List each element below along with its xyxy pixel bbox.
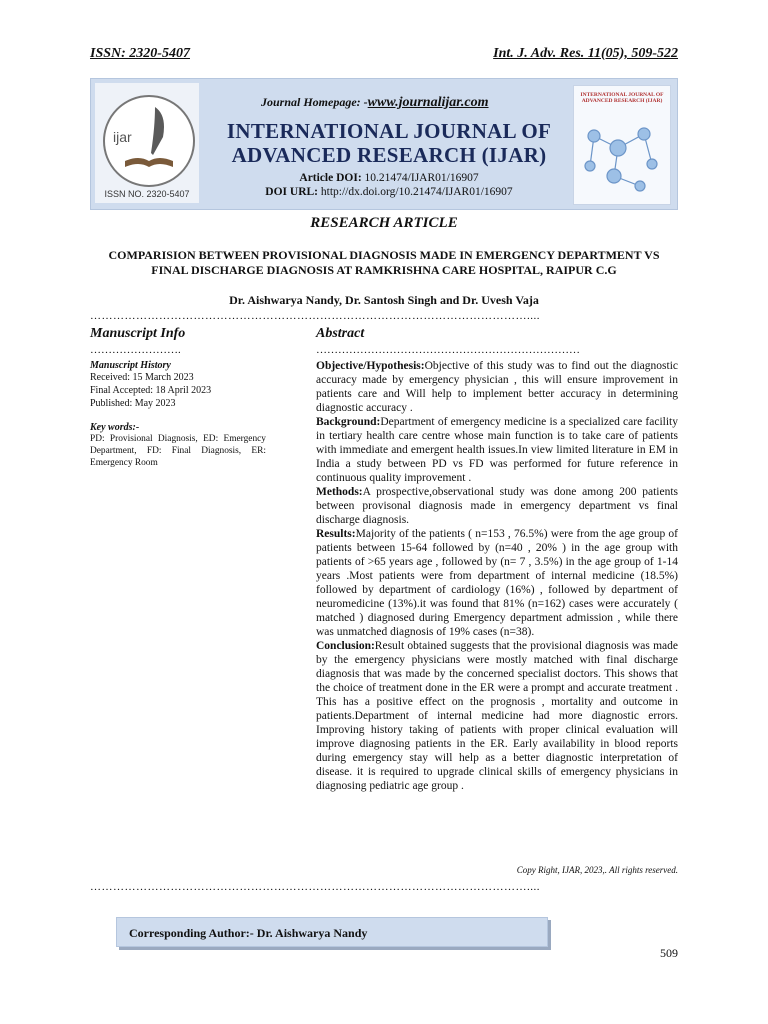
results-paragraph [316,527,678,639]
paper-title-line2: FINAL DISCHARGE DIAGNOSIS AT RAMKRISHNA CARE HOSPITAL, RAIPUR C.G [151,263,617,277]
doi-url-label: DOI URL: [265,186,319,198]
running-header [90,46,678,62]
cover-title: INTERNATIONAL JOURNAL OF ADVANCED RESEARCH (IJAR) [580,92,664,104]
abstract-heading: Abstract [316,326,365,341]
page-number: 509 [660,946,678,960]
logo-wordmark: ijar [113,129,132,145]
journal-banner [90,78,678,210]
abstract-dots: ……………………………………………………………… [316,344,580,356]
results-label: Results: [316,528,356,540]
objective-paragraph [316,359,678,415]
journal-logo [95,83,199,203]
copyright-notice: Copy Right, IJAR, 2023,. All rights reserved. [516,865,678,875]
manuscript-dots: ……………………. [90,344,181,356]
results-text: Majority of the patients ( n=153 , 76.5%) were from the age group of patients between 15-64 followed by (n=40 , 20% ) in the age group with patients of >65 years age , followed by (n= 7 , 3.5%) in the age group of 1-14 years .Most patients were from department of internal medicine (18.5%) followed by department of cardiology (16%) , followed by department of neuromedicine (13%).it was found that 81% (n=162) cases were accurately ( matched ) diagnosed during Emergency department admission , while there was unmatched diagnosis of 19% cases (n=38). [316,528,678,638]
objective-label: Objective/Hypothesis: [316,360,425,372]
homepage-label: Journal Homepage: - [261,95,368,109]
conclusion-label: Conclusion: [316,640,375,652]
received-date: Received: 15 March 2023 [90,372,194,383]
conclusion-paragraph [316,639,678,793]
objective-text: Objective of this study was to find out the diagnostic accuracy made by emergency physician , this will ensure improvement in patients care and Will help to implement better accuracy in determining diagnostic accuracy . [316,360,678,414]
author-list: Dr. Aishwarya Nandy, Dr. Santosh Singh and Dr. Uvesh Vaja [229,293,539,307]
homepage-link[interactable]: www.journalijar.com [367,95,489,110]
journal-cover [573,85,671,205]
abstract-body [316,359,678,793]
conclusion-text: Result obtained suggests that the provisional diagnosis was made by the emergency physicians were mostly matched with final discharge diagnosis that was made by the concerned specialist doctors. This shows that the choice of treatment done in the ER were a prompt and accurate treatment . This has a positive effect on the prognosis , mortality and outcome in patients.Department of internal medicine had more diagnostic errors. Improving history taking of patients with proper clinical evaluation will improve diagnosing patients in the ER. Early availability in blood reports during emergency stay will help as a better diagnostic interpretation of disease. it is required to upgrade clinical skills of emergency physicians in diagnosing pediatric age group . [316,640,678,792]
manuscript-heading: Manuscript Info [90,326,186,341]
paper-title [90,248,678,278]
accepted-date: Final Accepted: 18 April 2023 [90,385,212,396]
separator-top: …………………………………………………………………………………………………….... [90,310,540,322]
methods-label: Methods: [316,486,363,498]
issn-label: ISSN: 2320-5407 [90,46,190,61]
doi-url-link[interactable]: http://dx.doi.org/10.21474/IJAR01/16907 [320,186,513,198]
manuscript-info [90,326,266,469]
journal-title-line2: ADVANCED RESEARCH (IJAR) [231,143,547,167]
journal-homepage [261,95,489,111]
keywords-text: PD: Provisional Diagnosis, ED: Emergency Department, FD: Final Diagnosis, ER: Emergency Room [90,434,266,468]
logo-issn: ISSN NO. 2320-5407 [104,189,190,199]
methods-text: A prospective,observational study was done among 200 patients between provisonal diagnosis made in emergency department vs final discharge diagnosis. [316,486,678,526]
corresponding-author: Corresponding Author:- Dr. Aishwarya Nandy [116,917,548,947]
molecule-icon [574,86,670,204]
paper-title-line1: COMPARISION BETWEEN PROVISIONAL DIAGNOSIS MADE IN EMERGENCY DEPARTMENT VS [108,248,660,262]
journal-title [209,119,569,167]
article-doi-label: Article DOI: [299,172,362,184]
journal-title-line1: INTERNATIONAL JOURNAL OF [226,119,552,143]
separator-bottom: …………………………………………………………………………………………………….... [90,881,540,893]
doi-block [209,171,569,199]
background-label: Background: [316,416,381,428]
article-doi: 10.21474/IJAR01/16907 [364,172,479,184]
methods-paragraph [316,485,678,527]
published-date: Published: May 2023 [90,398,176,409]
background-text: Department of emergency medicine is a specialized care facility in tertiary health care centre whose main function is to take care of patients with immediate and emergent health issues.In view limited literature in EM in India a study between PD vs FD was performed for future reference in continuous quality improvement . [316,416,678,484]
article-type: RESEARCH ARTICLE [310,215,458,231]
history-title: Manuscript History [90,360,171,371]
background-paragraph [316,415,678,485]
abstract-section [316,326,678,793]
citation-label: Int. J. Adv. Res. 11(05), 509-522 [493,46,678,61]
keywords-title: Key words:- [90,422,140,433]
